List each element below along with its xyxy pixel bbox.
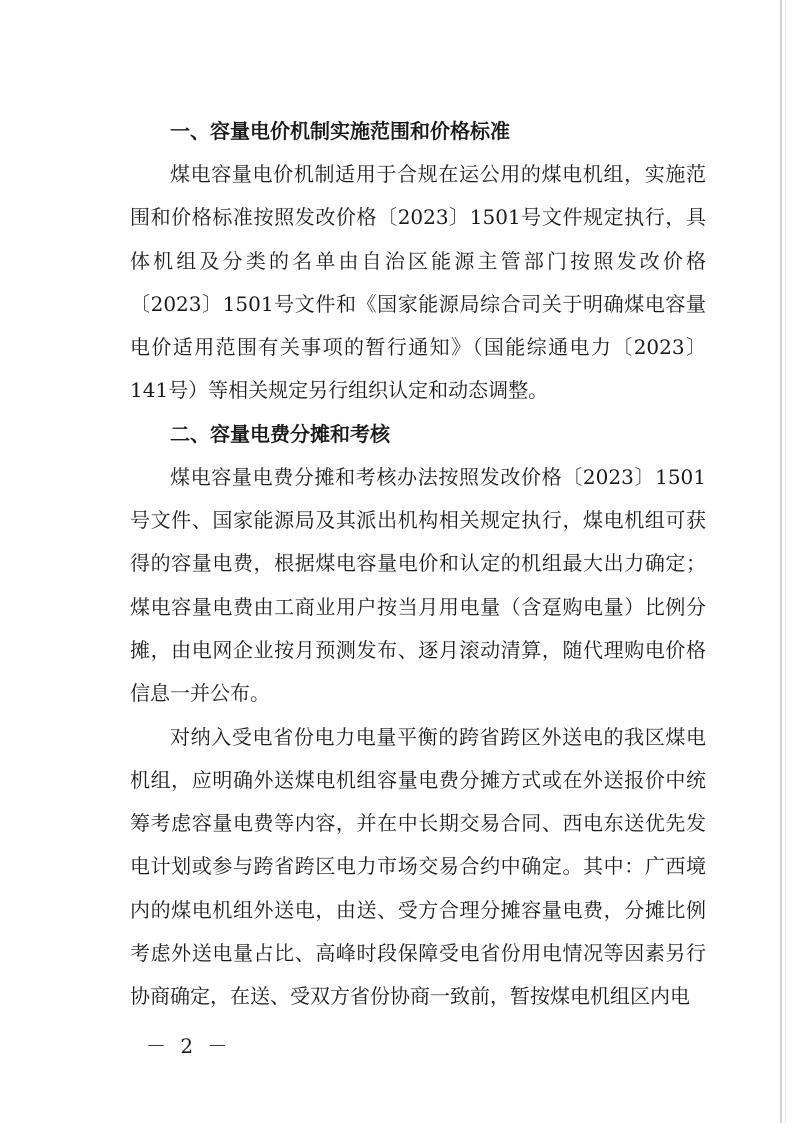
paragraph-allocation-1: 煤电容量电费分摊和考核办法按照发改价格〔2023〕1501号文件、国家能源局及其派出机构相关规定执行，煤电机组可获得的容量电费，根据煤电容量电价和认定的机组最大出力确定；煤电容量电费由工商业用户按当月用电量（含趸购电量）比例分摊，由电网企业按月预测发布、逐月滚动清算，随代理购电价格信息一并公布。 — [130, 464, 706, 706]
section-allocation — [130, 413, 706, 1019]
paragraph-allocation-2: 对纳入受电省份电力电量平衡的跨省跨区外送电的我区煤电机组，应明确外送煤电机组容量电费分摊方式或在外送报价中统筹考虑容量电费等内容，并在中长期交易合同、西电东送优先发电计划或参与跨省跨区电力市场交易合约中确定。其中：广西境内的煤电机组外送电，由送、受方合理分摊容量电费，分摊比例考虑外送电量占比、高峰时段保障受电省份用电情况等因素另行协商确定，在送、受双方省份协商一致前，暂按煤电机组区内电 — [130, 724, 706, 1009]
section-scope — [130, 110, 706, 413]
page-number: － 2 － — [146, 1034, 232, 1058]
page-edge-line — [785, 0, 786, 1123]
page-edge-shadow — [780, 0, 782, 1123]
section-heading-allocation: 二、容量电费分摊和考核 — [170, 421, 390, 446]
paragraph-scope: 煤电容量电价机制适用于合规在运公用的煤电机组，实施范围和价格标准按照发改价格〔2023〕1501号文件规定执行，具体机组及分类的名单由自治区能源主管部门按照发改价格〔2023〕1501号文件和《国家能源局综合司关于明确煤电容量电价适用范围有关事项的暂行通知》（国能综通电力〔2023〕141号）等相关规定另行组织认定和动态调整。 — [130, 162, 706, 403]
document-body — [130, 110, 706, 1019]
section-heading-scope: 一、容量电价机制实施范围和价格标准 — [170, 119, 510, 143]
